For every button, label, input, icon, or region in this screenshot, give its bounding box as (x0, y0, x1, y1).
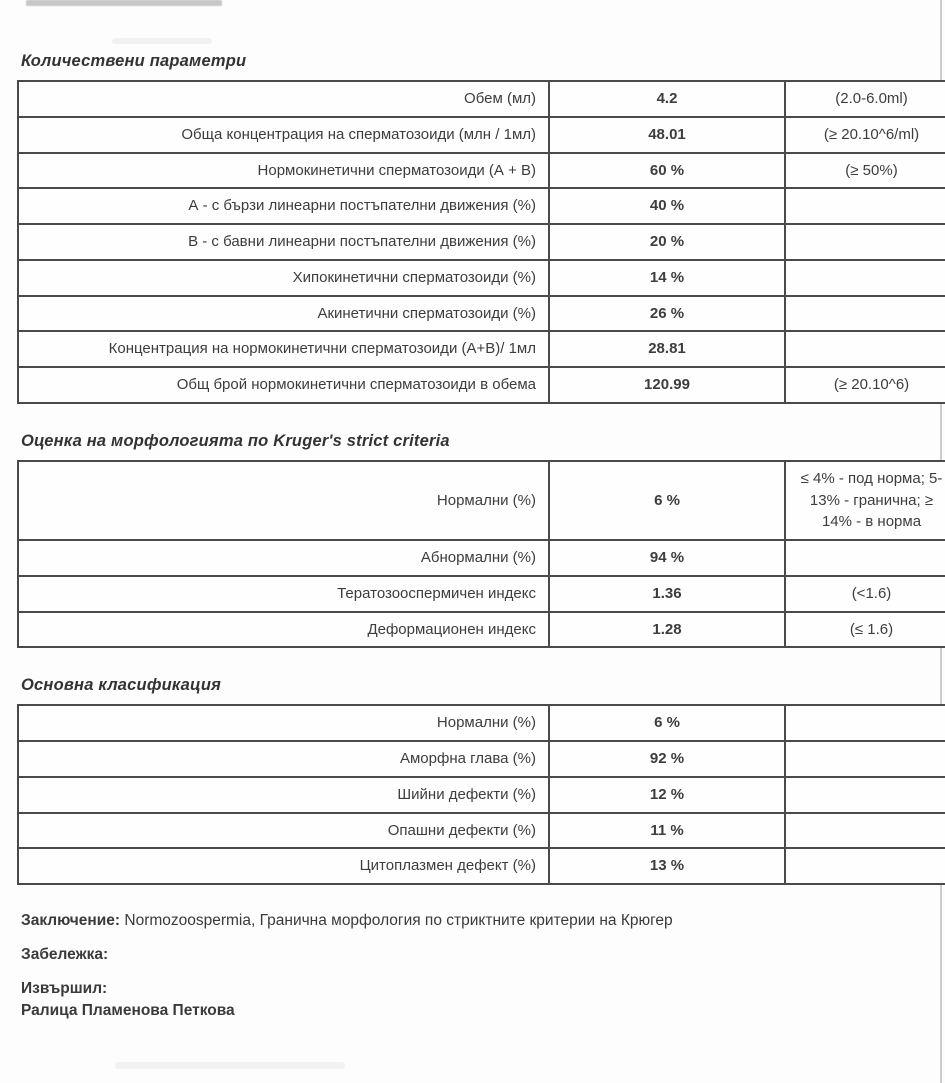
param-value: 1.36 (549, 576, 785, 612)
param-reference (785, 813, 945, 849)
param-label: Обем (мл) (18, 81, 549, 117)
section-title: Основна класификация (21, 676, 222, 695)
param-value: 12 % (549, 777, 785, 813)
table-row (18, 296, 945, 332)
table-row (18, 260, 945, 296)
param-label: Аморфна глава (%) (18, 741, 549, 777)
performed-by-label: Извършил: (21, 979, 108, 997)
param-value: 20 % (549, 224, 785, 260)
table-row (18, 117, 945, 153)
report-body (17, 0, 943, 1035)
scan-artifact-smudge (115, 1062, 345, 1069)
param-reference: ≤ 4% - под норма; 5-13% - гранична; ≥ 14% - в норма (785, 461, 945, 540)
table-row (18, 331, 945, 367)
param-label: Общ брой нормокинетични сперматозоиди в обема (18, 367, 549, 403)
param-value: 48.01 (549, 117, 785, 153)
param-label: Акинетични сперматозоиди (%) (18, 296, 549, 332)
param-label: Тератозооспермичен индекс (18, 576, 549, 612)
parameters-table (17, 80, 945, 404)
param-label: Концентрация на нормокинетични сперматозоиди (А+В)/ 1мл (18, 331, 549, 367)
param-value: 94 % (549, 540, 785, 576)
param-label: Цитоплазмен дефект (%) (18, 848, 549, 884)
param-reference: (≥ 20.10^6/ml) (785, 117, 945, 153)
conclusion-label: Заключение: (21, 912, 121, 929)
param-reference (785, 260, 945, 296)
param-reference: (≥ 20.10^6) (785, 367, 945, 403)
param-reference (785, 188, 945, 224)
param-label: Абнормални (%) (18, 540, 549, 576)
param-reference (785, 540, 945, 576)
param-reference (785, 741, 945, 777)
section-title: Количествени параметри (21, 52, 247, 70)
conclusion-text: Normozoospermia, Гранична морфология по стриктните критерии на Крюгер (124, 912, 673, 929)
report-section (17, 404, 943, 649)
param-label: Шийни дефекти (%) (18, 777, 549, 813)
table-row (18, 705, 945, 741)
table-row (18, 777, 945, 813)
table-row (18, 81, 945, 117)
param-value: 40 % (549, 188, 785, 224)
param-label: Опашни дефекти (%) (18, 813, 549, 849)
table-row (18, 188, 945, 224)
table-row (18, 153, 945, 189)
param-reference: (2.0-6.0ml) (785, 81, 945, 117)
param-label: Хипокинетични сперматозоиди (%) (18, 260, 549, 296)
report-section (17, 0, 920, 404)
table-row (18, 224, 945, 260)
table-row (18, 461, 945, 540)
table-row (18, 741, 945, 777)
conclusion-line (21, 911, 883, 932)
param-label: Обща концентрация на сперматозоиди (млн / 1мл) (18, 117, 549, 153)
param-reference (785, 848, 945, 884)
param-label: Деформационен индекс (18, 612, 549, 648)
param-value: 13 % (549, 848, 785, 884)
param-value: 6 % (549, 705, 785, 741)
param-reference (785, 224, 945, 260)
param-label: Нормокинетични сперматозоиди (А + В) (18, 153, 549, 189)
param-value: 4.2 (549, 81, 785, 117)
param-label: Нормални (%) (18, 705, 549, 741)
param-reference (785, 777, 945, 813)
section-title: Оценка на морфологията по Kruger's strict criteria (21, 431, 450, 450)
parameters-table (17, 704, 945, 885)
param-reference: (≤ 1.6) (785, 612, 945, 648)
param-value: 28.81 (549, 331, 785, 367)
table-row (18, 576, 945, 612)
report-section (17, 648, 883, 885)
table-row (18, 367, 945, 403)
note-label: Забележка: (21, 945, 109, 963)
table-row (18, 612, 945, 648)
param-label: В - с бавни линеарни постъпателни движения (%) (18, 224, 549, 260)
param-label: Нормални (%) (18, 461, 549, 540)
param-reference: (<1.6) (785, 576, 945, 612)
param-value: 14 % (549, 260, 785, 296)
report-footer (21, 911, 883, 1022)
param-reference (785, 705, 945, 741)
param-reference (785, 331, 945, 367)
param-value: 120.99 (549, 367, 785, 403)
param-value: 60 % (549, 153, 785, 189)
table-row (18, 813, 945, 849)
param-value: 1.28 (549, 612, 785, 648)
param-reference (785, 296, 945, 332)
parameters-table (17, 460, 945, 649)
table-row (18, 848, 945, 884)
param-value: 11 % (549, 813, 785, 849)
param-value: 26 % (549, 296, 785, 332)
param-reference: (≥ 50%) (785, 153, 945, 189)
performed-by-name: Ралица Пламенова Петкова (21, 1001, 235, 1019)
param-value: 92 % (549, 741, 785, 777)
param-label: А - с бързи линеарни постъпателни движения (%) (18, 188, 549, 224)
param-value: 6 % (549, 461, 785, 540)
table-row (18, 540, 945, 576)
